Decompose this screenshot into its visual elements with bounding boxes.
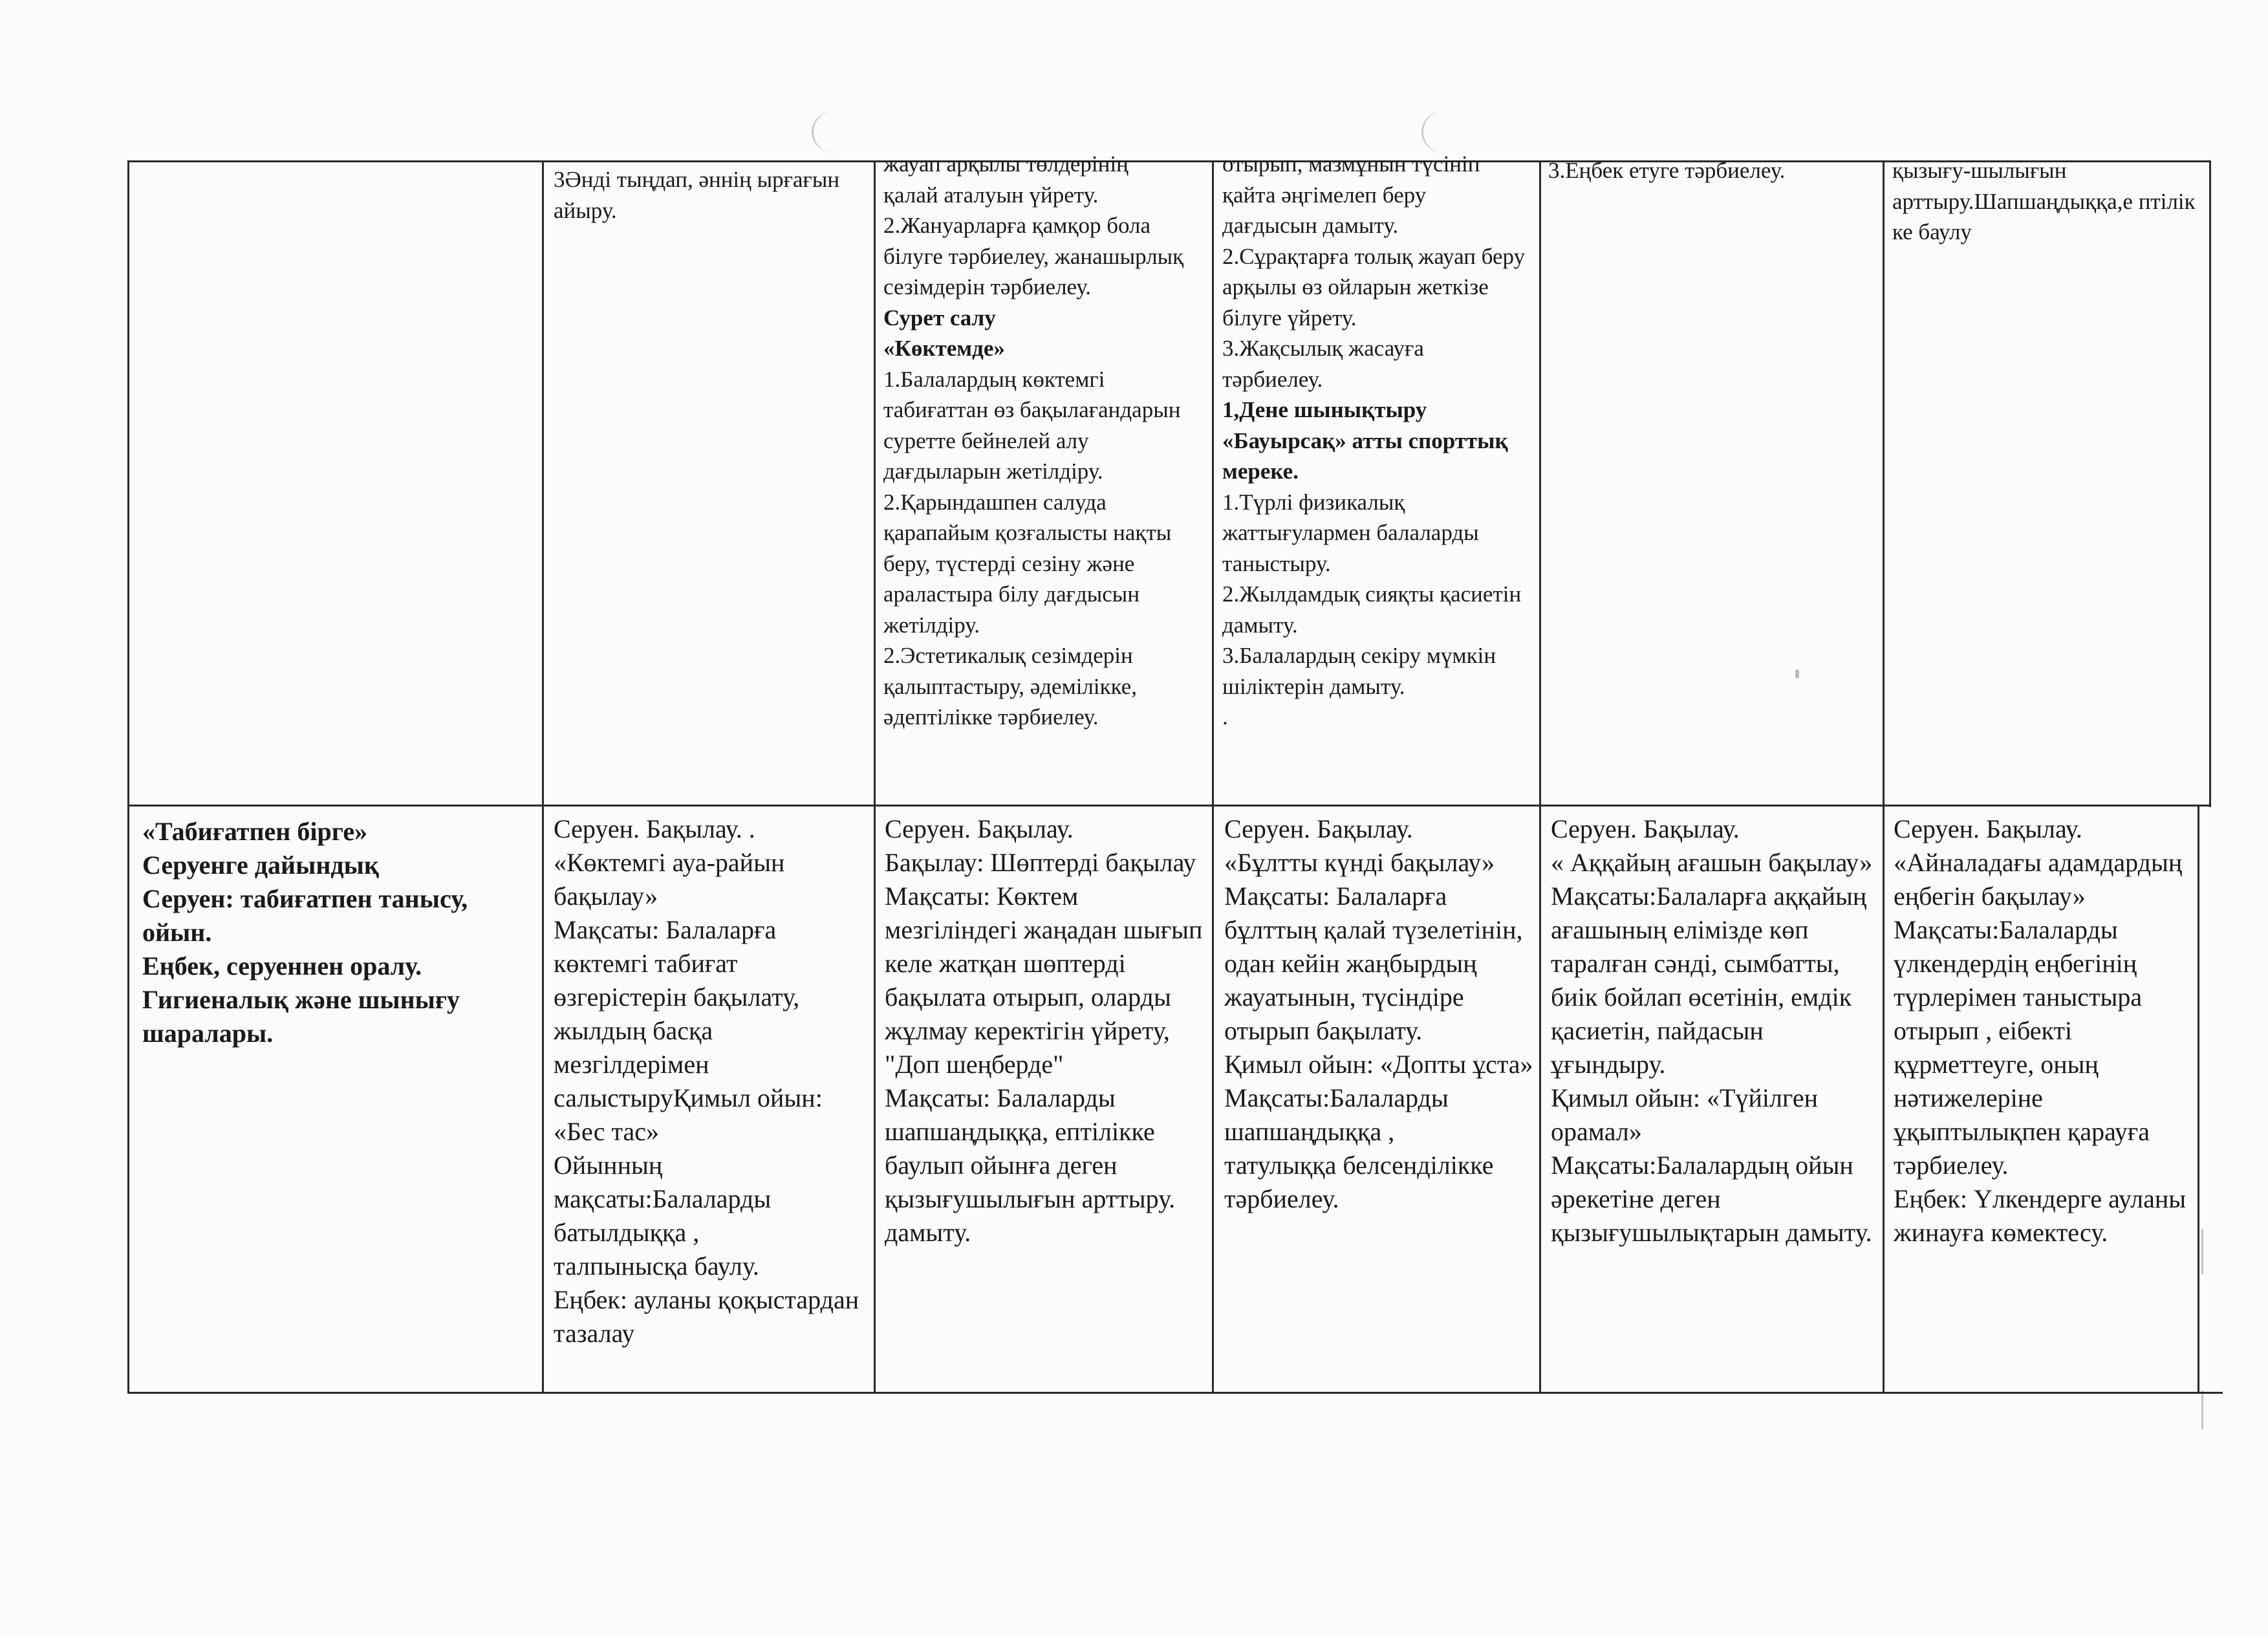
cell-text: 2.Жылдамдық сияқты қасиетін дамыту.: [1222, 581, 1522, 638]
cell-text: 1.Балалардың көктемгі табиғаттан өз бақылағандарын суретте бейнелей алу дағдыларын жетілдіру.: [883, 366, 1181, 484]
cell-text: 1.Түрлі физикалық жаттығулармен балаларды таныстыру.: [1222, 489, 1479, 576]
cell-text: Серуен. Бақылау. « Аққайың ағашын бақылау» Мақсаты:Балаларға аққайың ағашының елімізде көп таралған сәнді, сымбатты, биік бойлап өсетінін, емдік қасиетін, пайдасын ұғындыру. Қимыл ойын: «Түйілген орамал» Мақсаты:Балалардың ойын әрекетіне деген қызығушылықтарын дамыту.: [1551, 814, 1873, 1247]
column-border: [2209, 160, 2211, 807]
cell-text: Серуен. Бақылау. . «Көктемгі ауа-райын бақылау» Мақсаты: Балаларға көктемгі табиғат өзгерістерін бақылату, жылдың басқа мезгілдерімен салыстыруҚимыл ойын: «Бес тас» Ойынның мақсаты:Балаларды батылдыққа , талпынысқа баулу. Еңбек: ауланы қоқыстардан тазалау: [554, 814, 859, 1348]
cell-text: қызығу-шылығын арттыру.Шапшаңдыққа,е птілік ке баулу: [1892, 158, 2196, 244]
cell-text: 2.Сұрақтарға толық жауап беру арқылы өз ойларын жеткізе білуге үйрету.: [1222, 243, 1526, 330]
punch-hole-mark: [1421, 111, 1465, 153]
activity-topic: «Бауырсақ» атты спорттық мереке.: [1222, 428, 1508, 484]
cell-text: отырып, мазмұнын түсініп қайта әңгімелеп беру дағдысын дамыту.: [1222, 151, 1480, 238]
cell-text: Серуен. Бақылау. «Айналадағы адамдардың еңбегін бақылау» Мақсаты:Балаларды үлкендердің еңбегінің түрлерімен таныстыра отырып , еібекті құрметтеуге, оның нәтижелеріне ұқыптылықпен қарауға тәрбиелеу. Еңбек: Үлкендерге ауланы жинауға көмектесу.: [1894, 814, 2187, 1247]
cell-text: 3Әнді тыңдап, әннің ырғағын айыру.: [554, 167, 840, 223]
cell-text: 3.Балалардың секіру мүмкін шіліктерін дамыту.: [1222, 643, 1496, 699]
table-cell-section-title: [142, 815, 530, 1384]
table-cell: [1551, 812, 1879, 1388]
cell-text: 3.Еңбек етуге тәрбиелеу.: [1548, 158, 1786, 183]
section-item: Гигиеналық және шынығу шаралары.: [142, 985, 460, 1048]
table-cell: [1222, 149, 1526, 803]
row-divider: [127, 805, 2211, 807]
column-border: [1212, 160, 1214, 1394]
column-border: [542, 160, 544, 1394]
cell-text: .: [1222, 704, 1228, 730]
table-cell-empty: [131, 164, 538, 801]
cell-text: 2.Жануарларға қамқор бола білуге тәрбиелеу, жанашырлық сезімдерін тәрбиелеу.: [883, 213, 1184, 299]
table-cell: [885, 812, 1208, 1389]
cell-text: 2.Эстетикалық сезімдерін қалыптастыру, әдемілікке, әдептілікке тәрбиелеу.: [883, 643, 1138, 730]
column-border: [1539, 160, 1541, 1394]
activity-heading: 1,Дене шынықтыру: [1222, 397, 1427, 422]
cell-text: жауап арқылы төлдерінің қалай аталуын үйрету.: [883, 151, 1129, 208]
table-cell: [554, 164, 858, 801]
activity-heading: Сурет салу: [883, 305, 996, 330]
cell-text: 2.Қарындашпен салуда қарапайым қозғалысты нақты беру, түстерді сезіну және араластыра білу дағдысын жетілдіру.: [883, 489, 1172, 638]
column-border: [874, 160, 876, 1394]
table-cell: [1894, 812, 2195, 1388]
column-border: [127, 160, 129, 1394]
section-item: Серуен: табиғатпен танысу, ойын.: [142, 884, 468, 947]
punch-hole-mark: [812, 111, 855, 153]
table-cell: [1892, 155, 2201, 796]
cell-text: Серуен. Бақылау. Бақылау: Шөптерді бақылау Мақсаты: Көктем мезгіліндегі жаңадан шығып келе жатқан шөптерді бақылата отырып, оларды жұлмау керектігін үйрету, "Доп шеңберде" Мақсаты: Балаларды шапшаңдыққа, ептілікке баулып ойынға деген қызығушылығын арттыру. дамыту.: [885, 814, 1203, 1247]
cell-text: 3.Жақсылық жасауға тәрбиелеу.: [1222, 336, 1424, 392]
column-border: [2198, 806, 2199, 1393]
scan-edge-mark: [2201, 1229, 2203, 1274]
table-cell: [1224, 812, 1536, 1388]
section-item: Серуенге дайындық: [142, 850, 379, 880]
activity-topic: «Көктемде»: [883, 336, 1005, 361]
scan-edge-mark: [2201, 1391, 2203, 1429]
section-item: Еңбек, серуеннен оралу.: [142, 951, 422, 980]
cell-text: Серуен. Бақылау. «Бұлтты күнді бақылау» Мақсаты: Балаларға бұлттың қалай түзелетінін, одан кейін жаңбырдың жауатынын, түсіндіре отырып бақылату. Қимыл ойын: «Допты ұста» Мақсаты:Балаларды шапшаңдыққа , татулыққа белсенділікке тәрбиелеу.: [1224, 814, 1533, 1213]
column-border: [1883, 160, 1885, 1394]
table-bottom-border: [127, 1392, 2223, 1394]
section-title: «Табиғатпен бірге»: [142, 817, 368, 846]
table-cell: [1548, 155, 1872, 796]
table-cell: [554, 812, 864, 1388]
table-cell: [883, 149, 1187, 803]
